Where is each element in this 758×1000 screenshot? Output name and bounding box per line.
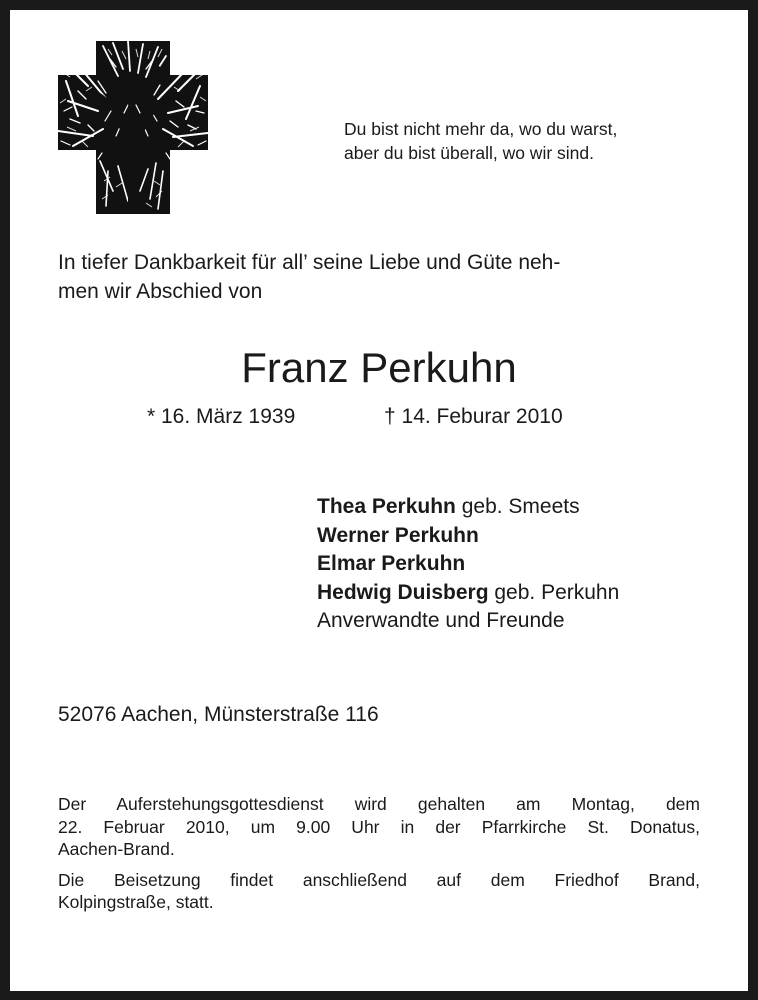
family-member (317, 522, 619, 551)
burial-line: Die Beisetzung findet anschließend auf dem Friedhof Brand, (58, 869, 700, 890)
family-member (317, 579, 619, 608)
service-line: 22. Februar 2010, um 9.00 Uhr in der Pfarrkirche St. Donatus, (58, 816, 700, 837)
tree-cross-icon (58, 41, 208, 214)
burial-line: Kolpingstraße, statt. (58, 892, 214, 912)
deceased-name: Franz Perkuhn (241, 344, 517, 391)
family-member-note: Anverwandte und Freunde (317, 609, 565, 632)
family-member-note: geb. Smeets (455, 495, 580, 518)
service-info (58, 793, 700, 914)
family-member-name: Elmar Perkuhn (317, 552, 466, 575)
family-member (317, 493, 619, 522)
intro-line: men wir Abschied von (58, 280, 263, 303)
family-member-name: Thea Perkuhn (317, 495, 456, 518)
service-line: Aachen-Brand. (58, 839, 175, 859)
family-list (317, 493, 619, 636)
motto-line: Du bist nicht mehr da, wo du warst, (344, 119, 618, 139)
family-member (317, 550, 619, 579)
service-line: Der Auferstehungsgottesdienst wird gehalten am Montag, dem (58, 794, 700, 814)
family-address: 52076 Aachen, Münsterstraße 116 (58, 703, 379, 726)
birth-date: * 16. März 1939 (147, 405, 296, 428)
motto-verse (344, 117, 617, 165)
family-member-note: geb. Perkuhn (488, 580, 620, 604)
intro-text (58, 248, 698, 306)
family-relatives (317, 607, 619, 636)
motto-line: aber du bist überall, wo wir sind. (344, 143, 594, 163)
intro-line: In tiefer Dankbarkeit für all’ seine Liebe und Güte neh- (58, 251, 561, 274)
family-member-name: Hedwig Duisberg (317, 580, 489, 604)
death-date: † 14. Feburar 2010 (384, 405, 563, 428)
family-member-name: Werner Perkuhn (317, 523, 479, 547)
